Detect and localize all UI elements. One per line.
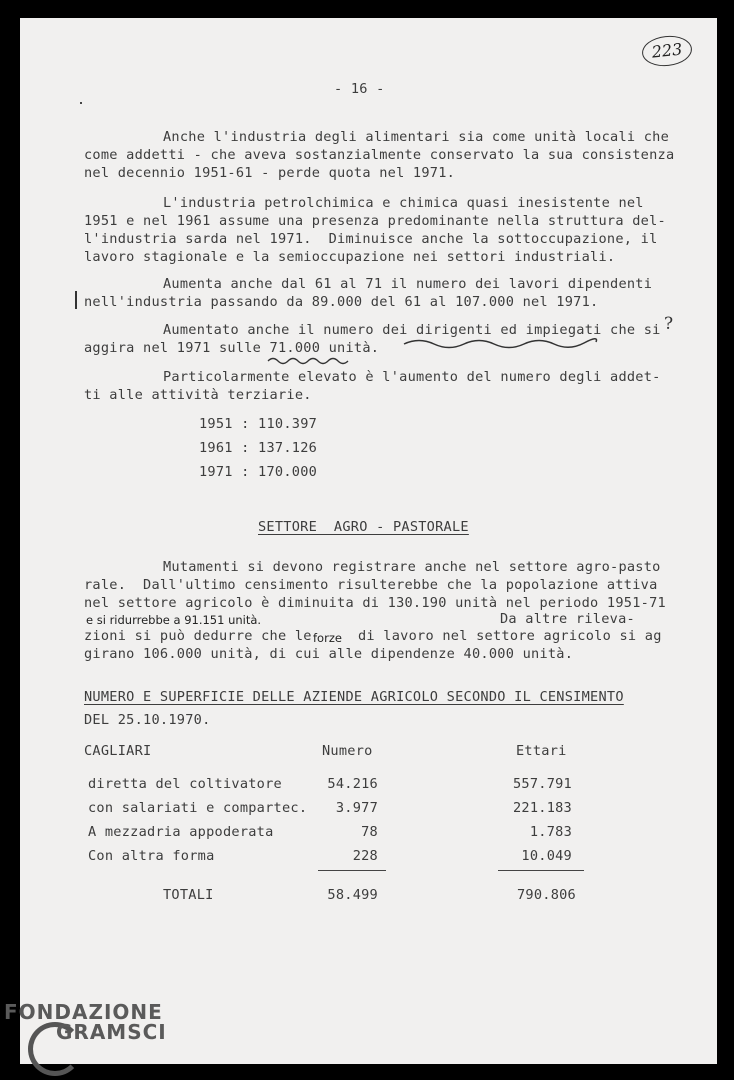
table-header-ettari: Ettari [516, 743, 567, 759]
paragraph-line: Da altre rileva- [500, 611, 635, 627]
wavy-underline-short [268, 359, 348, 364]
table-totals-label: TOTALI [163, 887, 214, 903]
paragraph-line: aggira nel 1971 sulle 71.000 unità. [84, 340, 380, 356]
wavy-underline [404, 339, 597, 348]
paragraph-line: nell'industria passando da 89.000 del 61 al 107.000 nel 1971. [84, 294, 599, 310]
table-title: NUMERO E SUPERFICIE DELLE AZIENDE AGRICOLO SECONDO IL CENSIMENTO [84, 689, 624, 705]
folio-stamp: 223 [641, 33, 694, 68]
table-row-numero: 3.977 [335, 800, 378, 816]
table-totals-numero: 58.499 [327, 887, 378, 903]
paragraph-line: girano 106.000 unità, di cui alle dipendenze 40.000 unità. [84, 646, 574, 662]
series-row: 1971 : 170.000 [199, 464, 318, 480]
table-row-numero: 228 [352, 848, 378, 864]
table-header-region: CAGLIARI [84, 743, 152, 759]
paragraph-line: l'industria sarda nel 1971. Diminuisce anche la sottoccupazione, il [84, 231, 658, 247]
paragraph-line: di lavoro nel settore agricolo si ag [358, 628, 662, 644]
paragraph-line: Particolarmente elevato è l'aumento del numero degli addet- [163, 369, 661, 385]
handwritten-annotations [20, 18, 717, 1064]
paragraph-line: lavoro stagionale e la semioccupazione nei settori industriali. [84, 249, 616, 265]
paragraph-line: 1951 e nel 1961 assume una presenza predominante nella struttura del- [84, 213, 666, 229]
table-subtitle: DEL 25.10.1970. [84, 712, 211, 728]
table-row-numero: 78 [361, 824, 378, 840]
sum-rule-ettari [498, 870, 584, 871]
table-row-ettari: 221.183 [512, 800, 572, 816]
paragraph-line: ti alle attività terziarie. [84, 387, 312, 403]
table-row-label: A mezzadria appoderata [88, 824, 274, 840]
table-totals-ettari: 790.806 [516, 887, 576, 903]
margin-question-mark: ? [664, 314, 674, 334]
series-row: 1951 : 110.397 [199, 416, 318, 432]
table-row-ettari: 1.783 [529, 824, 572, 840]
paragraph-line: nel decennio 1951-61 - perde quota nel 1971. [84, 165, 456, 181]
paragraph-line: nel settore agricolo è diminuita di 130.190 unità nel periodo 1951-71 [84, 595, 666, 611]
sum-rule-numero [318, 870, 386, 871]
inserted-word: forze [313, 631, 342, 645]
paragraph-line: L'industria petrolchimica e chimica quasi inesistente nel [163, 195, 644, 211]
paragraph-line: zioni si può dedurre che le [84, 628, 312, 644]
pasted-insert: e si ridurrebbe a 91.151 unità. [86, 613, 262, 627]
document-page [20, 18, 717, 1064]
table-row-label: diretta del coltivatore [88, 776, 282, 792]
watermark-text-1: FONDAZIONE [4, 1000, 163, 1024]
paragraph-line: come addetti - che aveva sostanzialmente conservato la sua consistenza [84, 147, 675, 163]
watermark-text-2: GRAMSCI [56, 1020, 167, 1044]
section-title: SETTORE AGRO - PASTORALE [258, 519, 469, 535]
paragraph-line: Mutamenti si devono registrare anche nel settore agro-pasto [163, 559, 661, 575]
series-row: 1961 : 137.126 [199, 440, 318, 456]
paragraph-line: Aumenta anche dal 61 al 71 il numero dei lavori dipendenti [163, 276, 653, 292]
table-row-ettari: 10.049 [521, 848, 572, 864]
table-row-numero: 54.216 [327, 776, 378, 792]
page-number: - 16 - [334, 81, 385, 97]
table-row-label: con salariati e compartec. [88, 800, 308, 816]
table-row-ettari: 557.791 [512, 776, 572, 792]
table-row-label: Con altra forma [88, 848, 215, 864]
paragraph-line: Aumentato anche il numero dei dirigenti ed impiegati che si [163, 322, 661, 338]
paragraph-line: Anche l'industria degli alimentari sia come unità locali che [163, 129, 670, 145]
paragraph-line: rale. Dall'ultimo censimento risulterebbe che la popolazione attiva [84, 577, 658, 593]
table-header-numero: Numero [322, 743, 373, 759]
